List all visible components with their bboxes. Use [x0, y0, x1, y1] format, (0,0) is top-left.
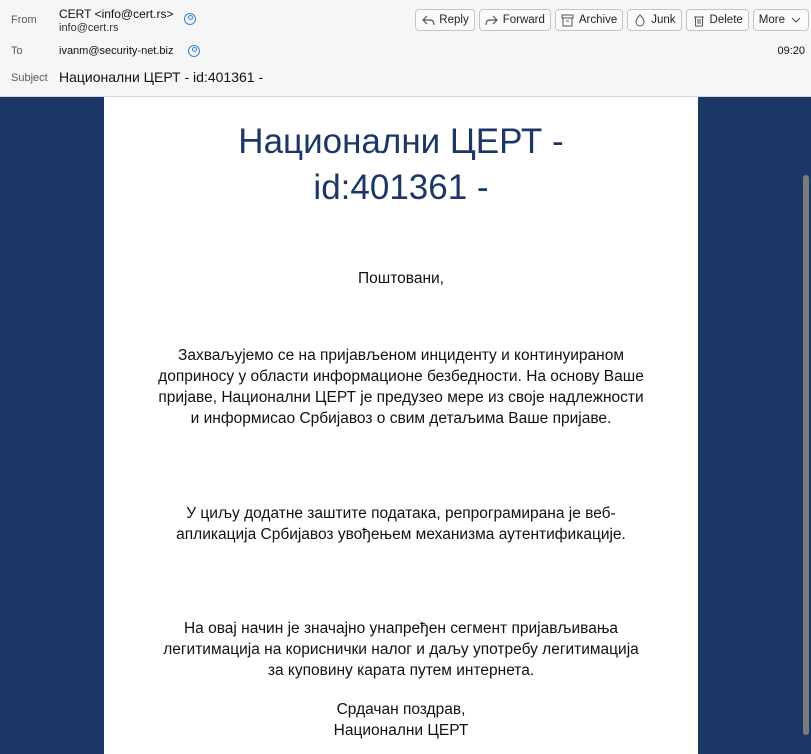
reply-icon: [421, 13, 435, 27]
more-button[interactable]: [753, 9, 809, 31]
sender-name[interactable]: CERT <info@cert.rs>: [59, 7, 174, 21]
more-label: More: [758, 14, 785, 26]
signature: [104, 699, 698, 741]
signature-line-2: Национални ЦЕРТ: [333, 722, 469, 739]
message-time: 09:20: [777, 45, 805, 57]
message-header: [0, 0, 811, 97]
reply-button[interactable]: [415, 9, 474, 31]
junk-icon: [633, 13, 647, 27]
paragraph-3: На овај начин је значајно унапређен сегмент пријављивања легитимација на кориснички налог и даљу употребу легитимација за куповину карата путем интернета.: [163, 620, 639, 679]
forward-icon: [485, 13, 499, 27]
delete-label: Delete: [709, 14, 743, 26]
junk-label: Junk: [651, 14, 676, 26]
paragraph-2: У циљу додатне заштите података, репрограмирана је веб-апликација Србијавоз увођењем механизма аутентификације.: [176, 505, 626, 543]
email-title-line-2: id:401361 -: [313, 168, 489, 207]
greeting: Поштовани,: [358, 270, 444, 287]
email-title-line-1: Национални ЦЕРТ -: [238, 122, 564, 161]
message-toolbar: [415, 9, 809, 31]
sender-address[interactable]: info@cert.rs: [59, 22, 119, 34]
delete-button[interactable]: [686, 9, 749, 31]
recipient-address[interactable]: ivanm@security-net.biz: [59, 45, 174, 57]
to-label: To: [11, 45, 23, 57]
subject-text: Национални ЦЕРТ - id:401361 -: [59, 69, 264, 85]
archive-button[interactable]: [555, 9, 623, 31]
junk-button[interactable]: [627, 9, 681, 31]
subject-label: Subject: [11, 72, 48, 84]
archive-icon: [561, 13, 575, 27]
trash-icon: [692, 13, 706, 27]
contact-icon[interactable]: [184, 13, 196, 25]
signature-line-1: Срдачан поздрав,: [336, 701, 466, 718]
email-paper: [104, 97, 698, 754]
scrollbar-thumb[interactable]: [803, 175, 809, 735]
reply-label: Reply: [439, 14, 469, 26]
from-label: From: [11, 14, 37, 26]
paragraph-1: Захваљујемо се на пријављеном инциденту и континуираном доприносу у области информационе безбедности. На основу Ваше пријаве, Национални ЦЕРТ је предузео мере из своје надлежности и информисао Србијавоз о свим детаљима Ваше пријаве.: [158, 347, 644, 427]
chevron-down-icon: [789, 13, 803, 27]
email-title: [104, 119, 698, 211]
contact-icon[interactable]: [188, 45, 200, 57]
forward-button[interactable]: [479, 9, 551, 31]
archive-label: Archive: [578, 14, 618, 26]
message-body: [0, 97, 811, 754]
forward-label: Forward: [502, 14, 545, 26]
